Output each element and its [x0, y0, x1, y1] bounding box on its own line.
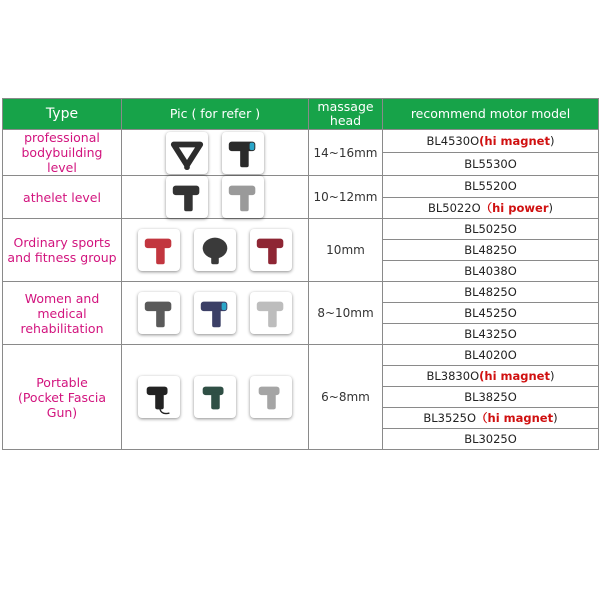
motor-model: BL3525O — [423, 411, 477, 425]
motor-model: BL4020O — [464, 348, 517, 362]
category-type-line: rehabilitation — [20, 320, 104, 336]
massage-head-size: 6~8mm — [309, 345, 383, 450]
category-type-line: athelet level — [23, 189, 101, 205]
motor-model: BL5025O — [464, 222, 517, 236]
table-body — [3, 130, 599, 450]
pocket-gun-green-icon — [194, 376, 236, 418]
motor-model-cell — [383, 303, 599, 324]
motor-model: BL3025O — [464, 432, 517, 446]
motor-model: BL3825O — [464, 390, 517, 404]
table-row — [3, 130, 599, 153]
table-row — [3, 219, 599, 240]
motor-model: BL5530O — [464, 157, 517, 171]
category-type — [3, 219, 122, 282]
motor-spec-table — [2, 98, 599, 450]
motor-model: BL3830O — [426, 369, 480, 383]
motor-model-cell — [383, 408, 599, 429]
motor-model-note-close: ) — [549, 369, 555, 383]
motor-model: BL5520O — [464, 179, 517, 194]
product-pictures — [122, 219, 309, 282]
massage-gun-blue-accent-icon — [194, 292, 236, 334]
motor-model-cell — [383, 345, 599, 366]
table-row — [3, 345, 599, 366]
motor-model-cell — [383, 240, 599, 261]
motor-model: BL4525O — [464, 306, 517, 320]
category-type — [3, 282, 122, 345]
category-type-line: level — [47, 160, 77, 175]
header-model: recommend motor model — [383, 99, 599, 130]
motor-model: BL4825O — [464, 285, 517, 299]
motor-model-cell — [383, 282, 599, 303]
motor-model-note: (hi magnet — [479, 369, 550, 383]
triangle-massage-gun-icon — [166, 132, 208, 174]
category-type-line: Women and — [24, 290, 100, 306]
motor-model-cell — [383, 197, 599, 219]
table-row — [3, 176, 599, 198]
category-type-line: Portable — [36, 374, 88, 390]
product-pictures — [122, 130, 309, 176]
motor-model-note-close: ) — [549, 134, 555, 148]
category-type-line: Ordinary sports — [13, 235, 111, 250]
category-type — [3, 176, 122, 219]
header-head-line2: head — [329, 113, 362, 128]
massage-gun-gray-icon — [138, 292, 180, 334]
motor-model-cell — [383, 429, 599, 450]
category-type-line: professional — [24, 130, 100, 145]
category-type-line: and fitness group — [7, 250, 117, 265]
pocket-gun-corded-icon — [138, 376, 180, 418]
header-type: Type — [3, 99, 122, 130]
header-row — [3, 99, 599, 130]
motor-model-cell — [383, 176, 599, 198]
motor-model-cell — [383, 366, 599, 387]
motor-model: BL4038O — [464, 264, 517, 278]
motor-model-note: (hi magnet — [479, 134, 550, 148]
motor-model: BL4825O — [464, 243, 517, 257]
motor-model-cell — [383, 153, 599, 176]
motor-model: BL4325O — [464, 327, 517, 341]
massage-gun-red-handle-icon — [250, 229, 292, 271]
pocket-gun-silver-icon — [250, 376, 292, 418]
motor-model-cell — [383, 219, 599, 240]
category-type-line: Gun) — [46, 404, 78, 420]
massage-gun-black-icon — [166, 176, 208, 218]
category-type — [3, 345, 122, 450]
category-type — [3, 130, 122, 176]
header-pic: Pic ( for refer ) — [122, 99, 309, 130]
massage-head-size: 10~12mm — [309, 176, 383, 219]
motor-model-note-close: ) — [548, 200, 553, 215]
product-pictures — [122, 282, 309, 345]
category-type-line: (Pocket Fascia — [17, 389, 107, 405]
motor-model-cell — [383, 130, 599, 153]
massage-gun-silver-icon — [222, 176, 264, 218]
category-type-line: bodybuilding — [21, 145, 103, 160]
motor-model-cell — [383, 324, 599, 345]
table-row — [3, 282, 599, 303]
motor-model: BL5022O — [428, 200, 481, 215]
product-pictures — [122, 176, 309, 219]
round-massage-gun-icon — [194, 229, 236, 271]
motor-model-note-close: ) — [553, 411, 558, 425]
header-head-line1: massage — [317, 99, 374, 114]
motor-model-note: （hi magnet — [476, 411, 554, 425]
massage-gun-white-icon — [250, 292, 292, 334]
motor-model: BL4530O — [426, 134, 480, 148]
massage-gun-red-icon — [138, 229, 180, 271]
product-pictures — [122, 345, 309, 450]
motor-model-cell — [383, 261, 599, 282]
massage-head-size: 10mm — [309, 219, 383, 282]
motor-model-note: （hi power — [480, 200, 549, 215]
massage-head-size: 8~10mm — [309, 282, 383, 345]
header-massage-head — [309, 99, 383, 130]
massage-gun-blue-head-icon — [222, 132, 264, 174]
massage-head-size: 14~16mm — [309, 130, 383, 176]
category-type-line: medical — [37, 305, 87, 321]
motor-model-cell — [383, 387, 599, 408]
